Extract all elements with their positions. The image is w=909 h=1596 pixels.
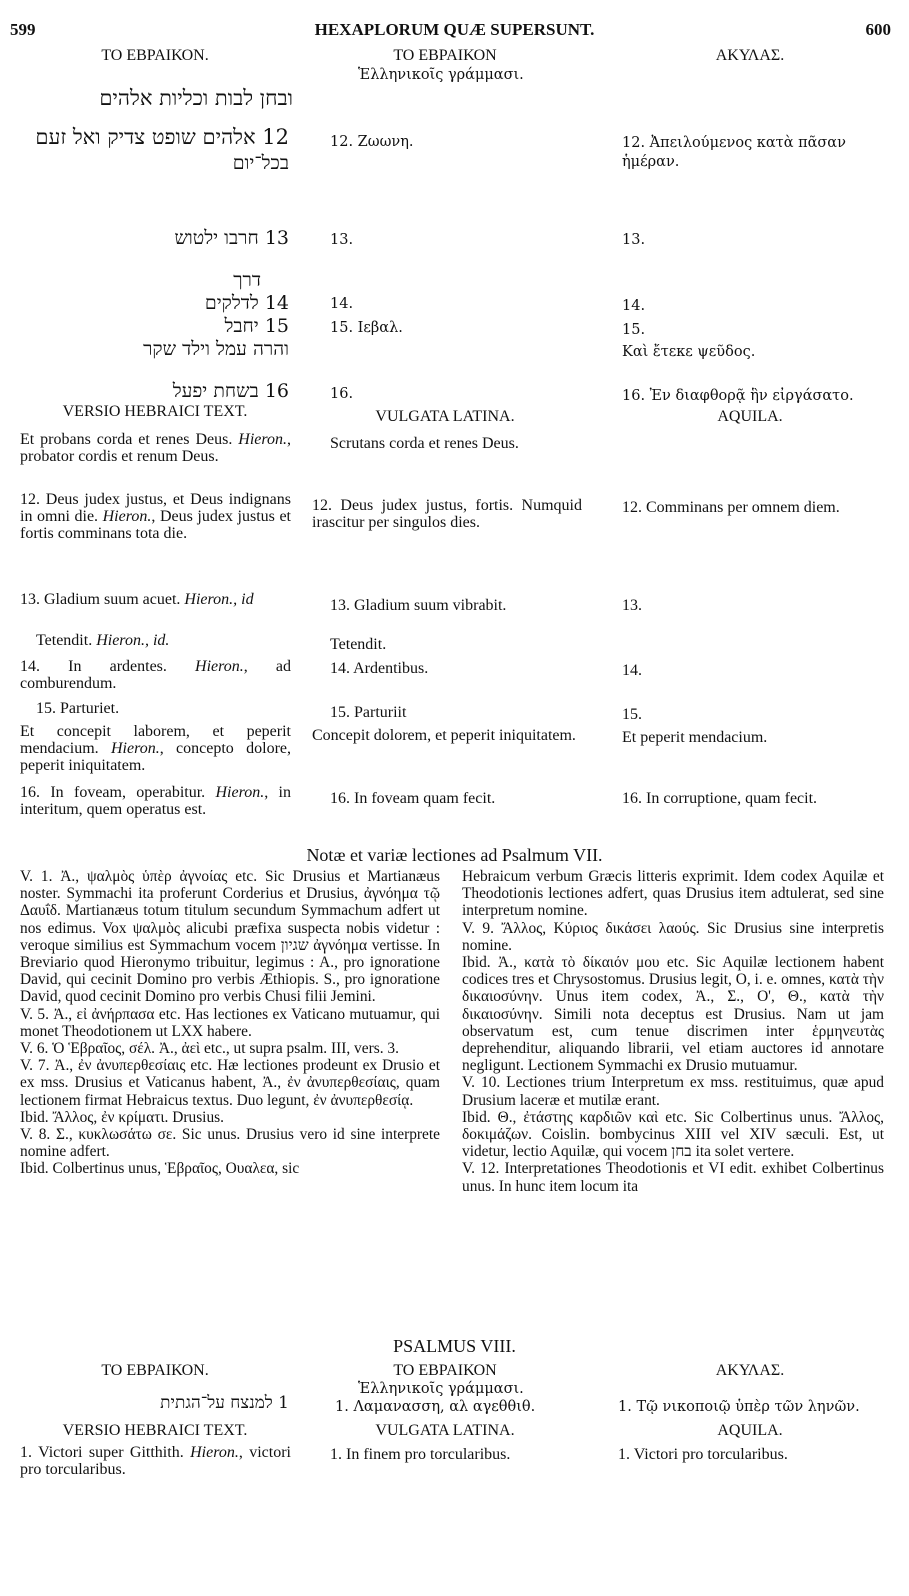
psalm8-hebrew: 1 למנצח על־הגתית [160,1393,289,1413]
psalm8-versio: 1. Victori super Gitthith. Hieron., victori pro torcularibus. [20,1444,292,1478]
trans-12: 12. Ζωωνη. [330,134,414,150]
note-paragraph: Ibid. Ἀ., κατὰ τὸ δίκαιόν μου etc. Sic Aquilæ lectionem habent codices tres et Chrysostomus. Drusius legit, O, i. e. omnes, κατὰ τὴν δικαιοσύνην. Unus item codex, Ἀ., Σ., Ο', Θ., κατὰ τὴν δικαιοσύνην. Simili nota deceptus est Drusius. Nam ut jam observatum est, cum tenue discrimen inter ἑρμηνευτὰς deprehenditur, aliquando librarii, vel etiam auctores id annotare negligunt. Lectionem Symmachi ex Drusio mutuamur. [462,954,884,1075]
aquila-13: 13. [622,232,646,248]
aquila-lat-16: 16. In corruptione, quam fecit. [622,790,818,807]
vulgata-16: 16. In foveam quam fecit. [330,790,496,807]
versio-13: 13. Gladium suum acuet. Hieron., id [20,591,254,608]
aquila-12: 12. Ἀπειλούμενος κατὰ πᾶσαν ἡμέραν. [622,135,846,170]
aquila-lat-13: 13. [622,597,642,614]
col-subhead-greek-letters: Ἑλληνικοῖς γράμμασι. [358,67,524,83]
note-paragraph: V. 12. Interpretationes Theodotionis et VI edit. exhibet Colbertinus unus. In hunc item locum ita [462,1160,884,1195]
notes-title: Notæ et variæ lectiones ad Psalmum VII. [306,845,603,865]
note-paragraph: Hebraicum verbum Græcis litteris exprimit. Idem codex Aquilæ et Theodotionis lectiones adfert, quas Drusius item adtulerat, sed sine interpretum nomine. [462,868,884,920]
vulgata-15b: Concepit dolorem, et peperit iniquitatem. [312,727,576,744]
trans-14: 14. [330,296,354,312]
versio-12: 12. Deus judex justus, et Deus indignans in omni die. Hieron., Deus judex justus et fortis comminans tota die. [20,491,291,542]
note-paragraph: V. 9. Ἄλλος, Κύριος δικάσει λαούς. Sic Drusius sine interpretis nomine. [462,919,884,954]
psalm8-aquila-lat: 1. Victori pro torcularibus. [618,1446,788,1463]
vulgata-15: 15. Parturiit [330,704,407,721]
psalm8-latin-head-hebrew: VERSIO HEBRAICI TEXT. [62,1422,248,1439]
hebrew-line-12b: בכל־יום [232,152,289,174]
psalm8-aquila: 1. Τῷ νικοποιῷ ὑπὲρ τῶν ληνῶν. [618,1399,860,1415]
notes-right-column [462,868,884,1333]
latin-head-vulgata: VULGATA LATINA. [375,408,515,425]
hebrew-line-0: ובחן לבות וכליות אלהים [99,86,293,110]
hebrew-line-15: 15 יחבל [224,315,289,337]
trans-16: 16. [330,386,354,402]
hebrew-line-15b: והרה עמל וילד שקר [143,338,289,360]
vulgata-12: 12. Deus judex justus, fortis. Numquid irascitur per singulos dies. [312,497,582,531]
hebrew-line-12a: 12 אלהים שופט צדיק ואל זעם [35,125,289,149]
latin-head-aquila: AQUILA. [717,408,783,425]
latin-head-hebrew: VERSIO HEBRAICI TEXT. [62,403,248,420]
psalm8-col-head-aquila: ΑΚΥΛΑΣ. [715,1362,785,1379]
psalm8-trans: 1. Λαμανασση, αλ αγεθθιθ. [335,1399,536,1415]
versio-13b: Tetendit. Hieron., id. [36,632,170,649]
psalm8-col-subhead: Ἑλληνικοῖς γράμμασι. [358,1381,524,1397]
versio-15b: Et concepit laborem, et peperit mendacium. Hieron., concepto dolore, peperit iniquitatem. [20,723,292,774]
note-paragraph: V. 8. Σ., κυκλωσάτω σε. Sic unus. Drusius vero id sine interprete nomine adfert. [20,1126,440,1161]
hebrew-line-16: 16 בשחת יפעל [172,380,289,402]
aquila-lat-14: 14. [622,662,642,679]
aquila-15b: Καὶ ἔτεκε ψεῦδος. [622,344,756,360]
aquila-14: 14. [622,298,646,314]
vulgata-13: 13. Gladium suum vibrabit. [330,597,507,614]
trans-13: 13. [330,232,354,248]
versio-0: Et probans corda et renes Deus. Hieron., probator cordis et renum Deus. [20,431,292,465]
col-head-transliteration: ΤΟ ΕΒΡΑΙΚΟΝ [393,47,497,64]
psalm8-latin-head-vulgata: VULGATA LATINA. [375,1422,515,1439]
page-number-left: 599 [10,20,36,39]
page-number-right: 600 [865,20,891,39]
versio-14: 14. In ardentes. Hieron., ad comburendum. [20,658,291,692]
vulgata-0: Scrutans corda et renes Deus. [330,435,519,452]
vulgata-14: 14. Ardentibus. [330,660,429,677]
vulgata-13b: Tetendit. [330,636,387,653]
versio-15: 15. Parturiet. [36,700,120,717]
note-paragraph: Ibid. Colbertinus unus, Ἑβραῖος, Ουαλεα, sic [20,1160,300,1178]
col-head-hebrew: ΤΟ ΕΒΡΑΙΚΟΝ. [101,47,209,64]
running-title: HEXAPLORUM QUÆ SUPERSUNT. [314,20,595,39]
col-head-aquila: ΑΚΥΛΑΣ. [715,47,785,64]
psalm8-col-head-transliteration: ΤΟ ΕΒΡΑΙΚΟΝ [393,1362,497,1379]
aquila-15: 15. [622,322,646,338]
psalm-title: PSALMUS VIII. [393,1336,516,1356]
aquila-lat-12: 12. Comminans per omnem diem. [622,499,840,516]
aquila-16: 16. Ἐν διαφθορᾷ ἣν εἰργάσατο. [622,388,854,404]
versio-16: 16. In foveam, operabitur. Hieron., in interitum, quem operatus est. [20,784,291,818]
note-paragraph: V. 1. Ἀ., ψαλμὸς ὑπὲρ ἀγνοίας etc. Sic Drusius et Martianæus noster. Symmachi ita proferunt Corderius et Drusius, ἀγνόημα τῷ Δαυΐδ. Martianæus totum titulum secundum Symmachum adfert ut nos edimus. Vox ψαλμὸς alicubi præfixa suspecta nobis videtur : veroque similius est Symmachum vocem שגיון ἀγνόημα vertisse. In Breviario quod Hieronymo tribuitur, legimus : A., pro ignoratione David, qui cecinit Domino pro verbis Æthiopis. S., pro ignoratione David, quod cecinit Domino pro verbis Chusi filii Jemini. [20,868,440,1006]
psalm8-vulgata: 1. In finem pro torcularibus. [330,1446,511,1463]
note-paragraph: Ibid. Ἄλλος, ἐν κρίματι. Drusius. [20,1108,224,1126]
notes-left-column [20,868,440,1333]
note-paragraph: V. 6. Ὁ Ἑβραῖος, σέλ. Ἀ., ἀεὶ etc., ut supra psalm. III, vers. 3. [20,1040,399,1058]
note-paragraph: Ibid. Θ., ἐτάστης καρδιῶν καὶ etc. Sic Colbertinus unus. Ἄλλος, δοκιμάζων. Coislin. bombycinus XIII vel XIV sæculi. Est, ut videtur, lectio Aquilæ, qui vocem בחן ita solet vertere. [462,1108,884,1161]
psalm8-latin-head-aquila: AQUILA. [717,1422,783,1439]
note-paragraph: V. 10. Lectiones trium Interpretum ex mss. restituimus, quæ apud Drusium laceræ et mutilæ erant. [462,1074,884,1109]
psalm8-col-head-hebrew: ΤΟ ΕΒΡΑΙΚΟΝ. [101,1362,209,1379]
aquila-lat-15b: Et peperit mendacium. [622,729,768,746]
hebrew-line-13: 13 חרבו ילטוש [174,227,289,249]
trans-15: 15. Ιεβαλ. [330,320,403,336]
aquila-lat-15: 15. [622,706,642,723]
note-paragraph: V. 5. Ἀ., εἰ ἀνήρπασα etc. Has lectiones ex Vaticano mutuamur, qui monet Theodotionem ut LXX habere. [20,1005,440,1040]
hebrew-line-14: 14 לדלקים [204,292,289,314]
hebrew-line-13b: דרך [233,269,261,291]
note-paragraph: V. 7. Ἀ., ἐν ἀνυπερθεσίαις etc. Hæ lectiones prodeunt ex Drusio et ex mss. Drusius et Vaticanus habent, Ἀ., ἐν ἀνυπερθεσίαις, quam lectionem firmat Hebraicus textus. Duo legunt, ἐν ἀνυπερθεσίᾳ. [20,1057,440,1109]
